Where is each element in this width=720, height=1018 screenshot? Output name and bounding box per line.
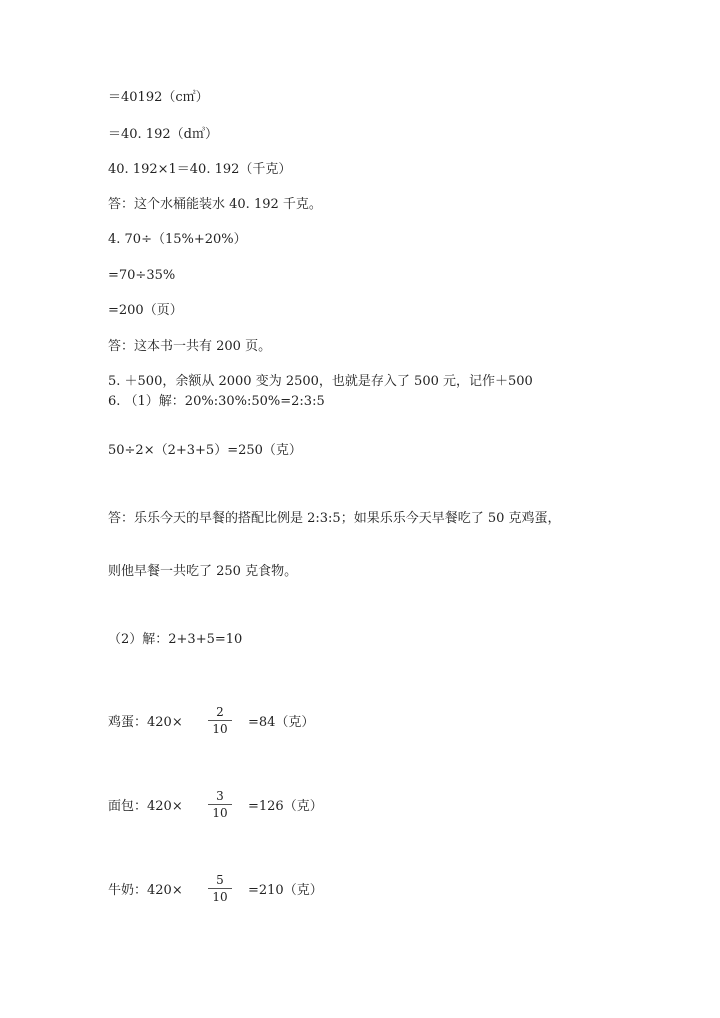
fraction-label: 鸡蛋：420× [108,715,183,730]
fraction-label: 面包：420× [108,799,183,814]
answer-line-bucket: 答：这个水桶能装水 40. 192 千克。 [108,197,322,212]
fraction-result: =126（克） [248,799,323,814]
answer-line-breakfast-1: 答：乐乐今天的早餐的搭配比例是 2:3:5；如果乐乐今天早餐吃了 50 克鸡蛋， [108,511,561,526]
calc-line-weight: 40. 192×1＝40. 192（千克） [108,162,292,177]
fraction-result: =84（克） [248,715,315,730]
numerator: 5 [208,873,232,889]
fraction-result: =210（克） [248,883,323,898]
problem-4-heading: 4. 70÷（15%+20%） [108,232,247,247]
answer-line-book: 答：这本书一共有 200 页。 [108,339,272,354]
problem-5-line: 5. ＋500，余额从 2000 变为 2500，也就是存入了 500 元，记作＋500 [108,374,533,389]
denominator: 10 [212,806,228,820]
calc-line-pages: =200（页） [108,303,183,318]
denominator: 10 [212,722,228,736]
calc-line-total-food: 50÷2×（2+3+5）=250（克） [108,443,302,458]
numerator: 3 [208,789,232,805]
problem-6-part-2: （2）解：2+3+5=10 [108,632,243,647]
fraction [208,789,232,820]
fraction [208,705,232,736]
calc-line-volume-cm: ＝40192（c㎡） [108,90,209,105]
denominator: 10 [212,890,228,904]
calc-line-division: =70÷35% [108,268,176,283]
problem-6-part-1: 6. （1）解：20%:30%:50%=2:3:5 [108,394,325,409]
answer-line-breakfast-2: 则他早餐一共吃了 250 克食物。 [108,564,298,579]
fraction [208,873,232,904]
fraction-label: 牛奶：420× [108,883,183,898]
calc-line-volume-dm: ＝40. 192（d㎥） [108,127,218,142]
numerator: 2 [208,705,232,721]
